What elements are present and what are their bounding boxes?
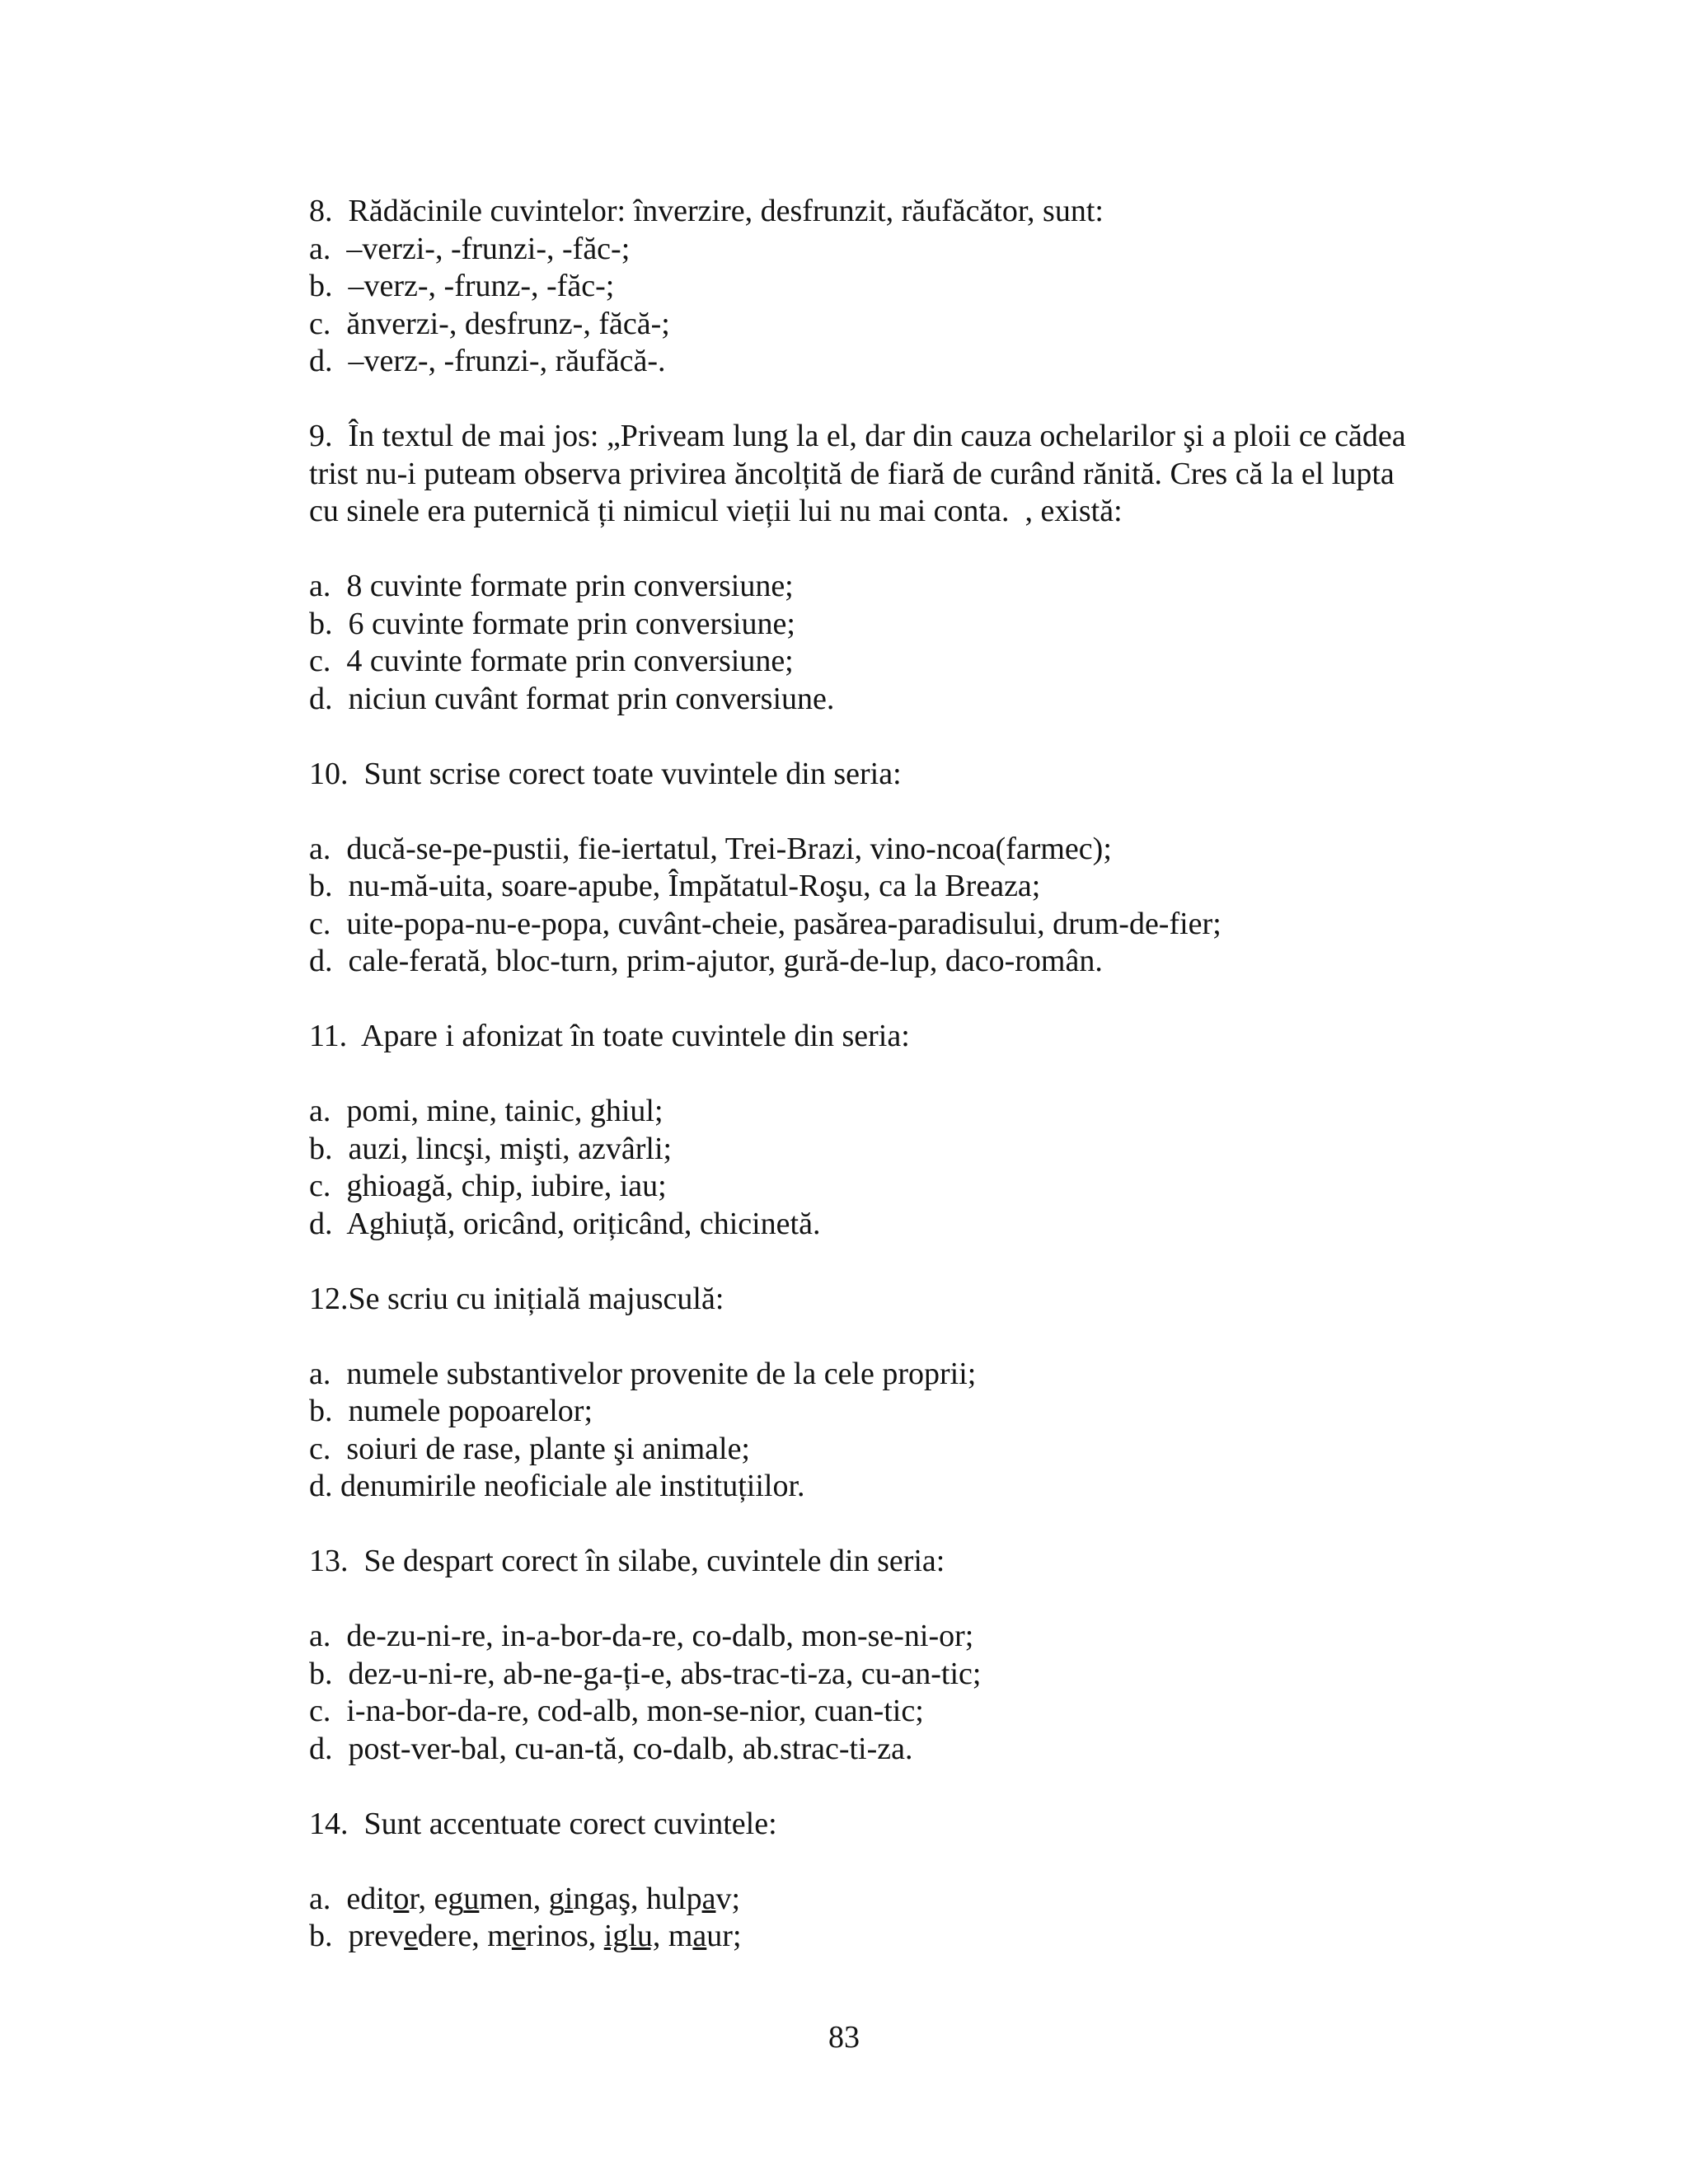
question-13 [309, 1543, 1463, 1768]
option-b: b. numele popoarelor; [309, 1394, 593, 1428]
text-segment: r, eg [409, 1881, 464, 1916]
stressed-vowel: o [393, 1881, 410, 1916]
question-11 [309, 1018, 1463, 1243]
option-c: c. soiuri de rase, plante şi animale; [309, 1431, 750, 1466]
spacer [309, 1581, 1463, 1619]
question-stem-line-2: trist nu-i puteam observa privirea ăncolțită de fiară de curând rănită. Cres că la el lupta [309, 456, 1395, 491]
stressed-vowel: e [511, 1919, 526, 1953]
spacer [309, 718, 1463, 756]
text-segment: ur; [706, 1919, 742, 1953]
question-8 [309, 193, 1463, 381]
option-d: d. cale-ferată, bloc-turn, prim-ajutor, gură-de-lup, daco-român. [309, 944, 1103, 978]
option-c: c. 4 cuvinte formate prin conversiune; [309, 644, 794, 678]
question-stem: 11. Apare i afonizat în toate cuvintele din seria: [309, 1019, 910, 1053]
stressed-vowel: u [463, 1881, 480, 1916]
option-d: d. niciun cuvânt format prin conversiune. [309, 681, 835, 716]
option-a: a. de-zu-ni-re, in-a-bor-da-re, co-dalb, mon-se-ni-or; [309, 1619, 974, 1653]
question-12 [309, 1281, 1463, 1506]
stressed-vowel: a [701, 1881, 716, 1916]
text-segment: a. edit [309, 1881, 394, 1916]
stressed-vowel: e [404, 1919, 418, 1953]
question-14 [309, 1806, 1463, 1956]
option-a: a. 8 cuvinte formate prin conversiune; [309, 569, 794, 603]
option-b [309, 1918, 1463, 1956]
option-a: a. numele substantivelor provenite de la cele proprii; [309, 1356, 977, 1391]
question-stem: 12.Se scriu cu inițială majusculă: [309, 1281, 724, 1316]
option-c: c. ănverzi-, desfrunz-, făcă-; [309, 306, 670, 341]
question-stem: 13. Se despart corect în silabe, cuvintele din seria: [309, 1544, 945, 1578]
option-b: b. nu-mă-uita, soare-apube, Împătatul-Roşu, ca la Breaza; [309, 869, 1041, 903]
spacer [309, 1318, 1463, 1356]
question-9 [309, 418, 1463, 718]
option-d: d. Aghiuță, oricând, orițicând, chicinetă. [309, 1206, 821, 1241]
option-c: c. i-na-bor-da-re, cod-alb, mon-se-nior, cuan-tic; [309, 1694, 924, 1728]
question-stem: 10. Sunt scrise corect toate vuvintele din seria: [309, 756, 902, 791]
question-stem-line-3: cu sinele era puternică ți nimicul vieții lui nu mai conta. , există: [309, 494, 1123, 528]
spacer [309, 1056, 1463, 1094]
text-segment: b. prev [309, 1919, 405, 1953]
option-a [309, 1881, 1463, 1919]
option-b: b. auzi, lincşi, mişti, azvârli; [309, 1131, 673, 1166]
spacer [309, 1243, 1463, 1281]
question-stem: 14. Sunt accentuate corect cuvintele: [309, 1806, 777, 1841]
option-a: a. –verzi-, -frunzi-, -făc-; [309, 231, 631, 266]
page-number: 83 [828, 2020, 860, 2055]
option-d: d. post-ver-bal, cu-an-tă, co-dalb, ab.strac-ti-za. [309, 1731, 913, 1766]
option-d: d. denumirile neoficiale ale instituțiilor. [309, 1469, 805, 1503]
spacer [309, 1843, 1463, 1881]
stressed-vowel: a [692, 1919, 707, 1953]
option-a: a. pomi, mine, tainic, ghiul; [309, 1094, 663, 1128]
question-stem-line-1: 9. În textul de mai jos: „Priveam lung la el, dar din cauza ochelarilor şi a ploii ce cădea [309, 419, 1406, 453]
stressed-vowel: i [564, 1881, 574, 1916]
spacer [309, 1768, 1463, 1806]
option-c: c. uite-popa-nu-e-popa, cuvânt-cheie, pasărea-paradisului, drum-de-fier; [309, 906, 1221, 941]
spacer [309, 1506, 1463, 1544]
spacer [309, 531, 1463, 569]
text-segment: rinos, [525, 1919, 604, 1953]
option-d: d. –verz-, -frunzi-, răufăcă-. [309, 344, 666, 378]
option-b: b. –verz-, -frunz-, -făc-; [309, 269, 615, 303]
text-segment: men, g [479, 1881, 565, 1916]
text-segment: dere, m [417, 1919, 512, 1953]
spacer [309, 381, 1463, 419]
option-b: b. dez-u-ni-re, ab-ne-ga-ți-e, abs-trac-ti-za, cu-an-tic; [309, 1656, 982, 1691]
spacer [309, 981, 1463, 1019]
option-b: b. 6 cuvinte formate prin conversiune; [309, 606, 795, 641]
question-10 [309, 756, 1463, 981]
underlined-word: iglu, [603, 1919, 661, 1953]
text-segment: ngaş, hulp [573, 1881, 702, 1916]
text-segment: v; [715, 1881, 741, 1916]
document-page [309, 193, 1463, 1956]
question-stem: 8. Rădăcinile cuvintelor: înverzire, desfrunzit, răufăcător, sunt: [309, 194, 1104, 228]
option-c: c. ghioagă, chip, iubire, iau; [309, 1169, 667, 1203]
text-segment: m [660, 1919, 693, 1953]
spacer [309, 793, 1463, 831]
option-a: a. ducă-se-pe-pustii, fie-iertatul, Trei-Brazi, vino-ncoa(farmec); [309, 831, 1112, 866]
